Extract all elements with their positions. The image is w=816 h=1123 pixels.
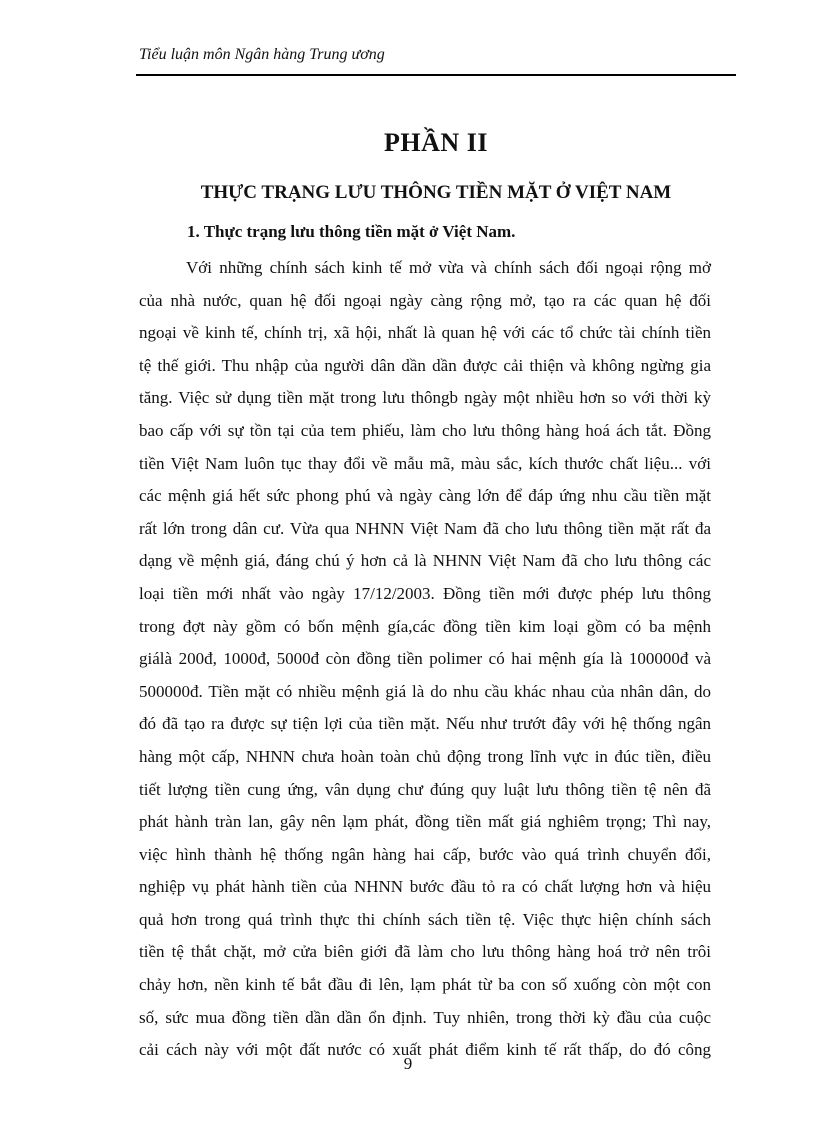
paragraph-line: số, sức mua đồng tiền dần dần ổn định. Tuy nhiên, trong thời kỳ đầu của cuộc [139,1007,711,1027]
paragraph-line: loại tiền mới nhất vào ngày 17/12/2003. Đồng tiền mới được phép lưu thông [139,583,711,603]
paragraph-line: việc hình thành hệ thống ngân hàng hai cấp, bước vào quá trình chuyển đổi, [139,844,711,864]
paragraph-line: nghiệp vụ phát hành tiền của NHNN bước đầu tỏ ra có chất lượng hơn và hiệu [139,877,711,897]
paragraph-line: giálà 200đ, 1000đ, 5000đ còn đồng tiền polimer có hai mệnh gía là 100000đ và [139,649,711,669]
chapter-title: THỰC TRẠNG LƯU THÔNG TIỀN MẶT Ở VIỆT NAM [200,182,672,203]
paragraph-line: Với những chính sách kinh tế mở vừa và chính sách đối ngoại rộng mở [186,258,711,277]
paragraph-line: tệ thế giới. Thu nhập của người dân dần dần được cải thiện và không ngừng gia [139,355,711,375]
paragraph-line: tăng. Việc sử dụng tiền mặt trong lưu thôngb ngày một nhiều hơn so với thời kỳ [139,388,711,408]
paragraph-line: trong đợt này gồm có bốn mệnh gía,các đồng tiền kim loại gồm có ba mệnh [139,616,711,636]
paragraph-line: dạng về mệnh giá, đáng chú ý hơn cả là NHNN Việt Nam đã cho lưu thông các [139,551,711,571]
paragraph-line: của nhà nước, quan hệ đối ngoại ngày càng rộng mở, tạo ra các quan hệ đối [139,290,711,310]
paragraph-line: chảy hơn, nền kinh tế bắt đầu đi lên, lạm phát từ ba con số xuống còn một con [139,975,711,995]
header-rule [136,74,736,76]
paragraph-line: ngoại về kinh tế, chính trị, xã hội, nhất là quan hệ với các tổ chức tài chính tiền [139,323,711,343]
paragraph-line: tiết lượng tiền cung ứng, vân dụng chư đúng quy luật lưu thông tiền tệ nên đã [139,779,711,799]
page-number: 9 [403,1054,413,1073]
paragraph-line: bao cấp với sự tồn tại của tem phiếu, làm cho lưu thông hàng hoá ách tắt. Đồng [139,420,711,440]
paragraph-line: tiền tệ thắt chặt, mở cửa biên giới đã làm cho lưu thông hàng hoá trở nên trôi [139,942,711,962]
running-header: Tiểu luận môn Ngân hàng Trung ương [139,46,385,63]
section-heading: 1. Thực trạng lưu thông tiền mặt ở Việt Nam. [187,222,516,241]
paragraph-line: 500000đ. Tiền mặt có nhiều mệnh giá là do nhu cầu khác nhau của nhân dân, do [139,681,711,701]
body-paragraph [139,252,711,1067]
paragraph-line: quả hơn trong quá trình thực thi chính sách tiền tệ. Việc thực hiện chính sách [139,909,711,929]
paragraph-line: tiền Việt Nam luôn tục thay đổi về mẫu mã, màu sắc, kích thước chất liệu... với [139,453,711,473]
paragraph-line: phát hành tràn lan, gây nên lạm phát, đồng tiền mất giá nghiêm trọng; Thì nay, [139,812,711,832]
paragraph-line: các mệnh giá hết sức phong phú và ngày càng lớn để đáp ứng nhu cầu tiền mặt [139,486,711,506]
paragraph-line: cải cách này với một đất nước có xuất phát điểm kinh tế rất thấp, do đó công [139,1040,711,1060]
paragraph-line: đó đã tạo ra được sự tiện lợi của tiền mặt. Nếu như trướt đây với hệ thống ngân [139,714,711,734]
part-title: PHẦN II [384,128,488,157]
paragraph-line: hàng một cấp, NHNN chưa hoàn toàn chủ động trong lĩnh vực in đúc tiền, điều [139,746,711,766]
paragraph-line: rất lớn trong dân cư. Vừa qua NHNN Việt Nam đã cho lưu thông tiền mặt rất đa [139,518,711,538]
